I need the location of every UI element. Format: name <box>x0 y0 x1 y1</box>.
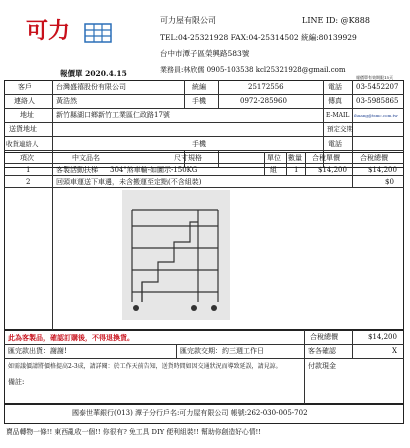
grand-total-value: $14,200 <box>368 333 397 341</box>
validity-note: 報價單有效期限15天 <box>356 75 394 80</box>
label-address: 地址 <box>20 111 34 119</box>
row-1-name: 客製活動扶梯 <box>56 166 98 174</box>
logo-text: 可力 <box>26 19 71 44</box>
company-logo <box>26 20 70 44</box>
label-mobile-2: 手機 <box>192 140 206 148</box>
logo-mark-icon <box>84 22 112 44</box>
bank-info: 國泰世華銀行(013) 潭子分行戶名:可力屋有限公司 帳號:262-030-005-702 <box>72 409 308 417</box>
value-customer: 台灣盛禧股份有限公司 <box>56 83 126 91</box>
col-header-unit-price: 合稅單價 <box>312 154 340 162</box>
row-1-unit-price: $14,200 <box>318 166 347 174</box>
label-customer: 客戶 <box>18 83 32 91</box>
row-2-name: 回頭車運送下車邊，未含搬運至定點(不含組裝) <box>56 178 202 186</box>
row-1-qty: 1 <box>294 166 299 174</box>
value-phone: 03-5452207 <box>356 83 399 91</box>
row-1-spec: 304"煞車輪-如圖示-150KG <box>110 166 198 174</box>
col-header-name: 中文品名 <box>72 154 100 162</box>
value-fax: 03-5985865 <box>356 97 399 105</box>
col-header-no: 項次 <box>20 154 34 162</box>
label-email: E-MAIL <box>326 112 350 119</box>
row-1-no: 1 <box>26 166 31 174</box>
value-tax-id: 25172556 <box>248 83 284 91</box>
terms-text: 如需議價請將價格提高2-3成，請詳閱：於工作天前告知，送貨時間如因交通狀況而導致延誤，請見諒。 <box>8 363 282 370</box>
label-ship-address: 送貨地址 <box>9 125 37 133</box>
company-address: 台中市潭子區榮興路583號 <box>160 49 250 58</box>
value-address: 新竹縣湖口鄉新竹工業區仁政路17號 <box>56 111 170 119</box>
row-2-total: $0 <box>385 178 394 186</box>
label-contact-person: 連絡人 <box>14 97 35 105</box>
phone-fax-line: TEL:04-25321928 FAX:04-25314502 統編:80139929 <box>160 33 357 42</box>
ship-after-payment: 匯完款出貨：謝謝! <box>8 347 67 355</box>
label-phone-2: 電話 <box>328 140 342 148</box>
line-id <box>302 16 370 26</box>
value-mobile: 0972-285960 <box>240 97 287 105</box>
product-drawing-image <box>122 190 230 320</box>
custom-order-warning: 此為客製品，確認訂購後，不得退換貨。 <box>8 333 134 342</box>
col-header-total: 合稅總價 <box>360 154 388 162</box>
col-header-spec: 尺寸規格 <box>174 154 202 162</box>
label-receiver: 收貨連絡人 <box>6 140 39 148</box>
value-email: ihuang@tsmc.com.tw <box>354 113 398 118</box>
row-1-unit: 組 <box>270 166 277 174</box>
company-name: 可力屋有限公司 <box>160 16 216 25</box>
label-fax: 傳真 <box>328 97 342 105</box>
label-delivery-date: 預定交期 <box>327 125 353 133</box>
label-phone: 電話 <box>328 83 342 91</box>
remarks-label: 備註: <box>8 378 25 386</box>
value-contact-person: 黃浩然 <box>56 97 77 105</box>
col-header-qty: 數量 <box>288 154 302 162</box>
payment-method: 付款現金 <box>308 362 336 370</box>
row-2-no: 2 <box>26 178 31 186</box>
row-1-total: $14,200 <box>368 166 397 174</box>
line-id-text: LINE ID: @K888 <box>302 16 370 25</box>
customer-confirm-label: 客各確認 <box>308 347 336 355</box>
quote-title: 報價單 2020.4.15 <box>60 69 127 78</box>
label-mobile: 手機 <box>192 97 206 105</box>
label-tax-id: 統編 <box>192 83 206 91</box>
customer-confirm-mark: X <box>392 347 397 355</box>
lead-time: 匯完款交期：約三週工作日 <box>180 347 264 355</box>
slogan: 賣品轉物一條!! 東西亂收一個!! 你很有? 免工具 DIY 便利組裝!! 幫助你創造好心情!! <box>6 428 261 436</box>
col-header-unit: 單位 <box>267 154 281 162</box>
grand-total-label: 合稅總價 <box>310 333 338 341</box>
sales-contact: 業務員:林欣儒 0905-103538 kcl25321928@gmail.com <box>160 66 346 74</box>
